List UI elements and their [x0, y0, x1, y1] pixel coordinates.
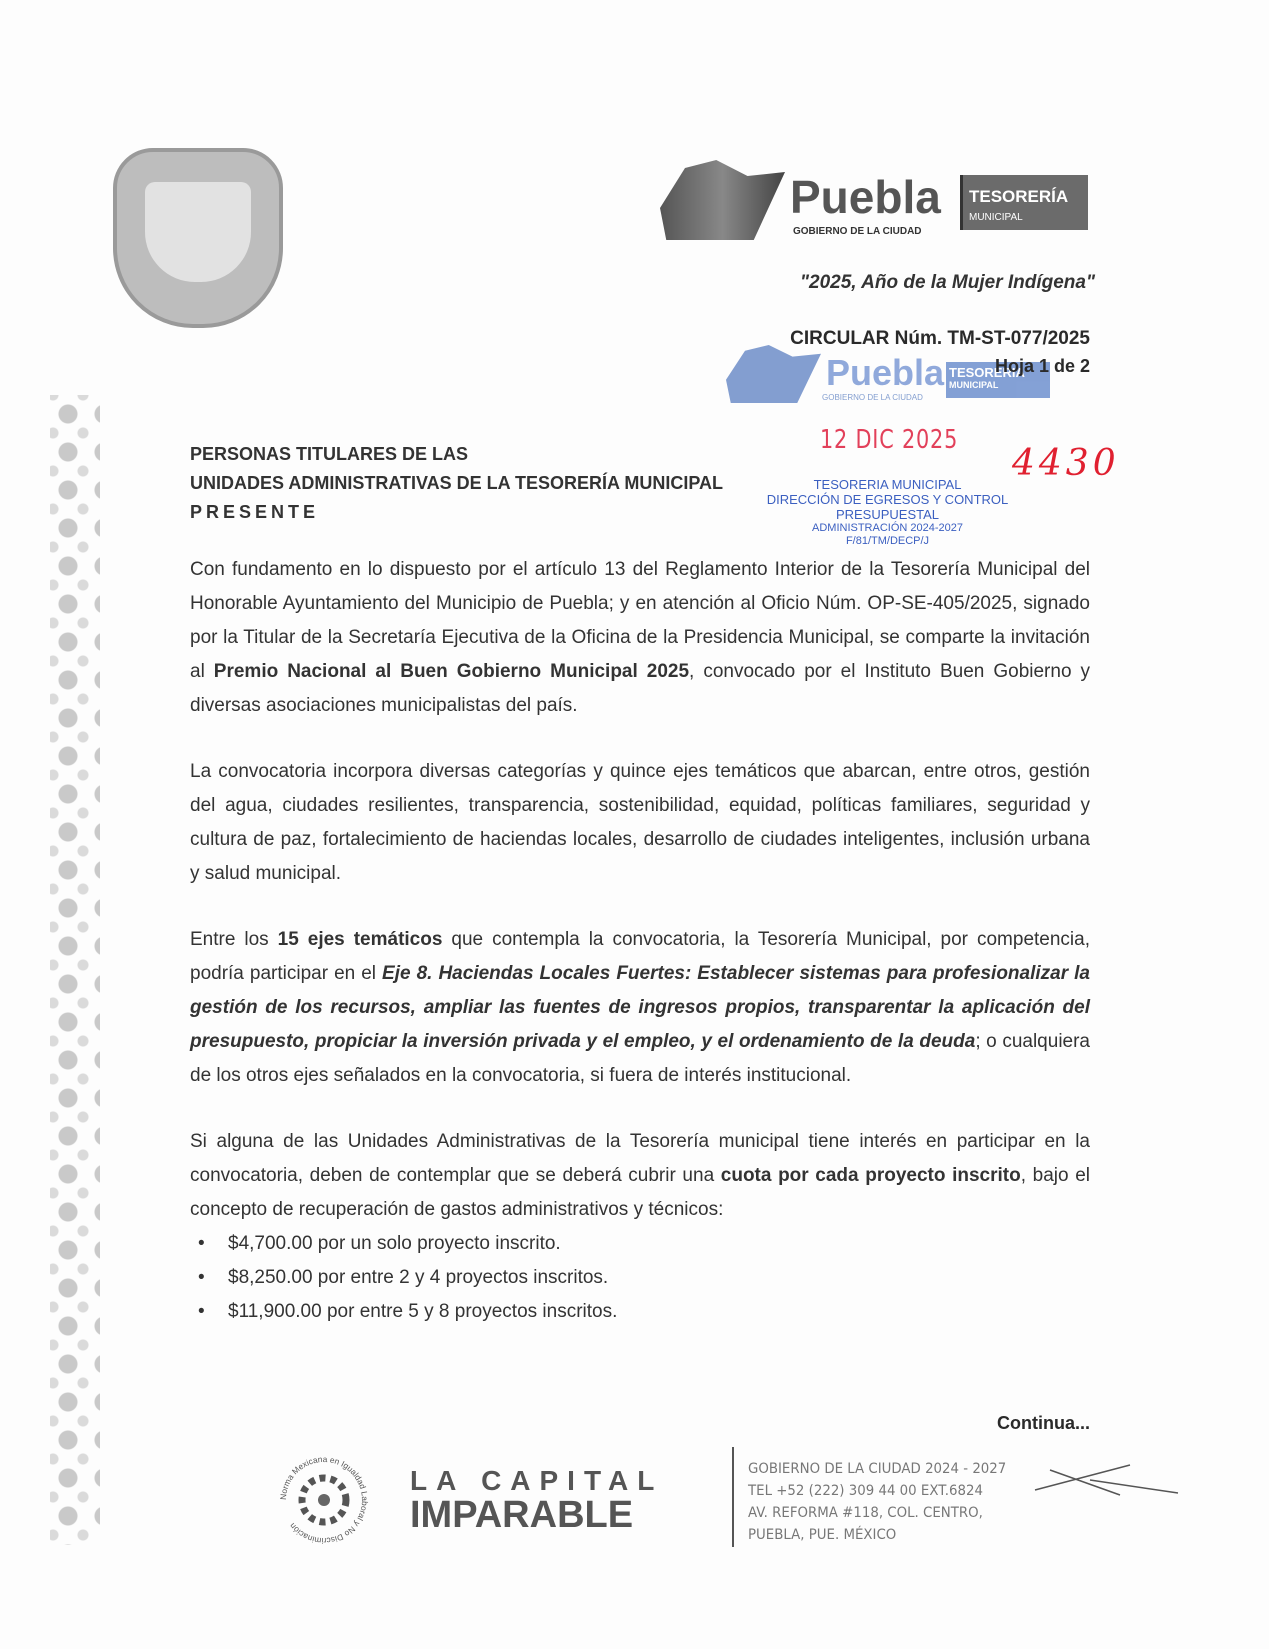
text-bold: cuota por cada proyecto inscrito	[720, 1165, 1021, 1186]
text: , bajo el concepto de recuperación de gastos administrativos y técnicos:	[190, 1165, 1090, 1220]
axis-8-text: Eje 8. Haciendas Locales Fuertes: Establecer sistemas para profesionalizar la gestión de los recursos, ampliar las fuentes de ingresos propios, transparentar la aplicación del presupuesto, propiciar la inversión privada y el empleo, y el ordenamiento de la deuda	[190, 963, 1090, 1052]
fee-list	[190, 1227, 1090, 1329]
text: Con fundamento en lo dispuesto por el artículo 13 del Reglamento Interior de la Tesorería Municipal del Honorable Ayuntamiento del Municipio de Puebla; y en atención al Oficio Núm. OP-SE-405/2025, signado por la Titular de la Secretaría Ejecutiva de la Oficina de la Presidencia Municipal, se comparte la invitación al	[190, 559, 1090, 682]
text: ; o cualquiera de los otros ejes señalados en la convocatoria, si fuera de interés institucional.	[190, 1031, 1090, 1086]
paragraph-1	[190, 553, 1090, 723]
stamp-line: PRESUPUESTAL	[835, 507, 940, 522]
stamp-department	[745, 477, 1030, 548]
addressee-line: UNIDADES ADMINISTRATIVAS DE LA TESORERÍA MUNICIPAL	[190, 473, 724, 493]
stamp-line: TESORERIA MUNICIPAL	[813, 477, 962, 492]
circular-number: CIRCULAR Núm. TM-ST-077/2025	[790, 328, 1090, 349]
logo-city: Puebla	[790, 171, 941, 223]
equality-norm-badge	[274, 1450, 374, 1550]
addressee-presente: PRESENTE	[190, 502, 320, 522]
stamp-logo-icon	[726, 345, 821, 403]
puebla-tesoreria-logo	[660, 160, 1090, 245]
footer-line: GOBIERNO DE LA CIUDAD 2024 - 2027	[748, 1461, 1007, 1477]
decorative-border	[50, 395, 100, 1545]
fee-item: • $4,700.00 por un solo proyecto inscrito.	[228, 1227, 1090, 1261]
stamp-dept: TESORERIA	[949, 365, 1025, 380]
stamp-line: DIRECCIÓN DE EGRESOS Y CONTROL	[766, 492, 1009, 507]
letter-body	[190, 553, 1090, 1329]
footer-divider	[732, 1447, 734, 1547]
addressee	[190, 440, 723, 527]
logo-dept-box	[960, 175, 1088, 230]
stamp-subtitle: GOBIERNO DE LA CIUDAD	[822, 393, 923, 402]
text: Entre los	[190, 929, 278, 950]
logo-dept-sub: MUNICIPAL	[969, 212, 1023, 223]
stamp-date: 12 DIC 2025	[820, 425, 959, 455]
paragraph-3	[190, 923, 1090, 1093]
text: , convocado por el Instituto Buen Gobierno y diversas asociaciones municipalistas del país.	[190, 661, 1091, 716]
footer-address: AV. REFORMA #118, COL. CENTRO,	[748, 1505, 983, 1521]
fee-item: • $8,250.00 por entre 2 y 4 proyectos inscritos.	[228, 1261, 1090, 1295]
signature-mark	[1030, 1455, 1180, 1505]
badge-text-path: Norma Mexicana en Igualdad Laboral y No Discriminación	[277, 1453, 371, 1547]
stamp-line: ADMINISTRACIÓN 2024-2027	[812, 522, 963, 534]
stamp-line: F/81/TM/DECP/J	[845, 535, 930, 547]
paragraph-4	[190, 1125, 1090, 1227]
slogan-line-2: IMPARABLE	[410, 1494, 634, 1536]
addressee-line: PERSONAS TITULARES DE LAS	[190, 444, 469, 464]
award-name: Premio Nacional al Buen Gobierno Municipal 2025	[213, 661, 690, 682]
year-motto: "2025, Año de la Mujer Indígena"	[800, 272, 1095, 293]
capital-imparable-logo	[410, 1465, 664, 1536]
paragraph-2: La convocatoria incorpora diversas categorías y quince ejes temáticos que abarcan, entre otros, gestión del agua, ciudades resilientes, transparencia, sostenibilidad, equidad, políticas familiares, seguridad y cultura de paz, fortalecimiento de haciendas locales, desarrollo de ciudades inteligentes, inclusión urbana y salud municipal.	[190, 761, 1090, 884]
text-bold: 15 ejes temáticos	[277, 929, 443, 950]
stamp-folio: 4430	[1012, 443, 1120, 484]
footer-phone: TEL +52 (222) 309 44 00 EXT.6824	[748, 1483, 983, 1499]
text: que contempla la convocatoria, la Tesorería Municipal, por competencia, podría participar en el	[190, 929, 1090, 984]
logo-dept: TESORERÍA	[969, 187, 1069, 206]
footer-city: PUEBLA, PUE. MÉXICO	[748, 1527, 897, 1543]
footer-contact	[748, 1458, 1006, 1546]
fee-item: • $11,900.00 por entre 5 y 8 proyectos inscritos.	[228, 1295, 1090, 1329]
stamp-city: Puebla	[826, 352, 945, 393]
sheet-number: Hoja 1 de 2	[994, 356, 1090, 376]
slogan-line-1: LA CAPITAL	[410, 1465, 664, 1496]
continues-label: Continua...	[997, 1413, 1090, 1433]
text: Si alguna de las Unidades Administrativas de la Tesorería municipal tiene interés en participar en la convocatoria, deben de contemplar que se deberá cubrir una	[190, 1131, 1090, 1186]
logo-subtitle: GOBIERNO DE LA CIUDAD	[793, 226, 922, 237]
stamp-dept-sub: MUNICIPAL	[949, 380, 999, 390]
logo-icon	[660, 160, 785, 240]
city-seal	[113, 148, 283, 328]
